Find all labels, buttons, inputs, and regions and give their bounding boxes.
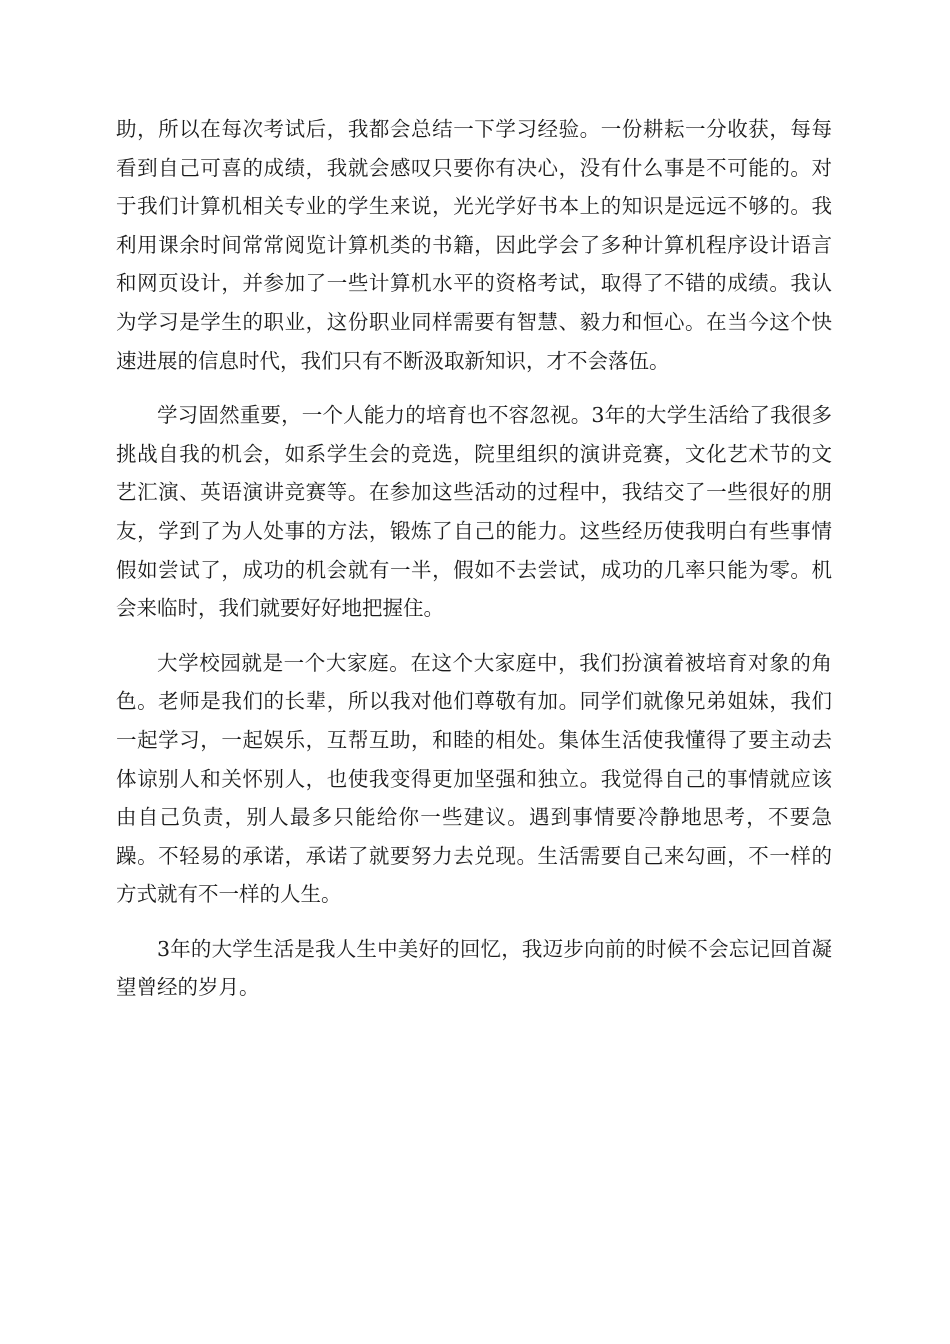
paragraph-closing: 3年的大学生活是我人生中美好的回忆，我迈步向前的时候不会忘记回首凝望曾经的岁月。 <box>116 936 832 1000</box>
paragraph-ability: 学习固然重要，一个人能力的培育也不容忽视。3年的大学生活给了我很多挑战自我的机会，如系学生会的竞选，院里组织的演讲竞赛，文化艺术节的文艺汇演、英语演讲竞赛等。在参加这些活动的过程中，我结交了一些很好的朋友，学到了为人处事的方法，锻炼了自己的能力。这些经历使我明白有些事情假如尝试了，成功的机会就有一半，假如不去尝试，成功的几率只能为零。机会来临时，我们就要好好地把握住。 <box>116 403 832 621</box>
paragraph-campus: 大学校园就是一个大家庭。在这个大家庭中，我们扮演着被培育对象的角色。老师是我们的长辈，所以我对他们尊敬有加。同学们就像兄弟姐妹，我们一起学习，一起娱乐，互帮互助，和睦的相处。集体生活使我懂得了要主动去体谅别人和关怀别人，也使我变得更加坚强和独立。我觉得自己的事情就应该由自己负责，别人最多只能给你一些建议。遇到事情要冷静地思考，不要急躁。不轻易的承诺，承诺了就要努力去兑现。生活需要自己来勾画，不一样的方式就有不一样的人生。 <box>116 650 832 907</box>
paragraph-continuation: 助，所以在每次考试后，我都会总结一下学习经验。一份耕耘一分收获，每每看到自己可喜的成绩，我就会感叹只要你有决心，没有什么事是不可能的。对于我们计算机相关专业的学生来说，光光学好书本上的知识是远远不够的。我利用课余时间常常阅览计算机类的书籍，因此学会了多种计算机程序设计语言和网页设计，并参加了一些计算机水平的资格考试，取得了不错的成绩。我认为学习是学生的职业，这份职业同样需要有智慧、毅力和恒心。在当今这个快速进展的信息时代，我们只有不断汲取新知识，才不会落伍。 <box>116 117 832 373</box>
document-body <box>116 110 832 1023</box>
